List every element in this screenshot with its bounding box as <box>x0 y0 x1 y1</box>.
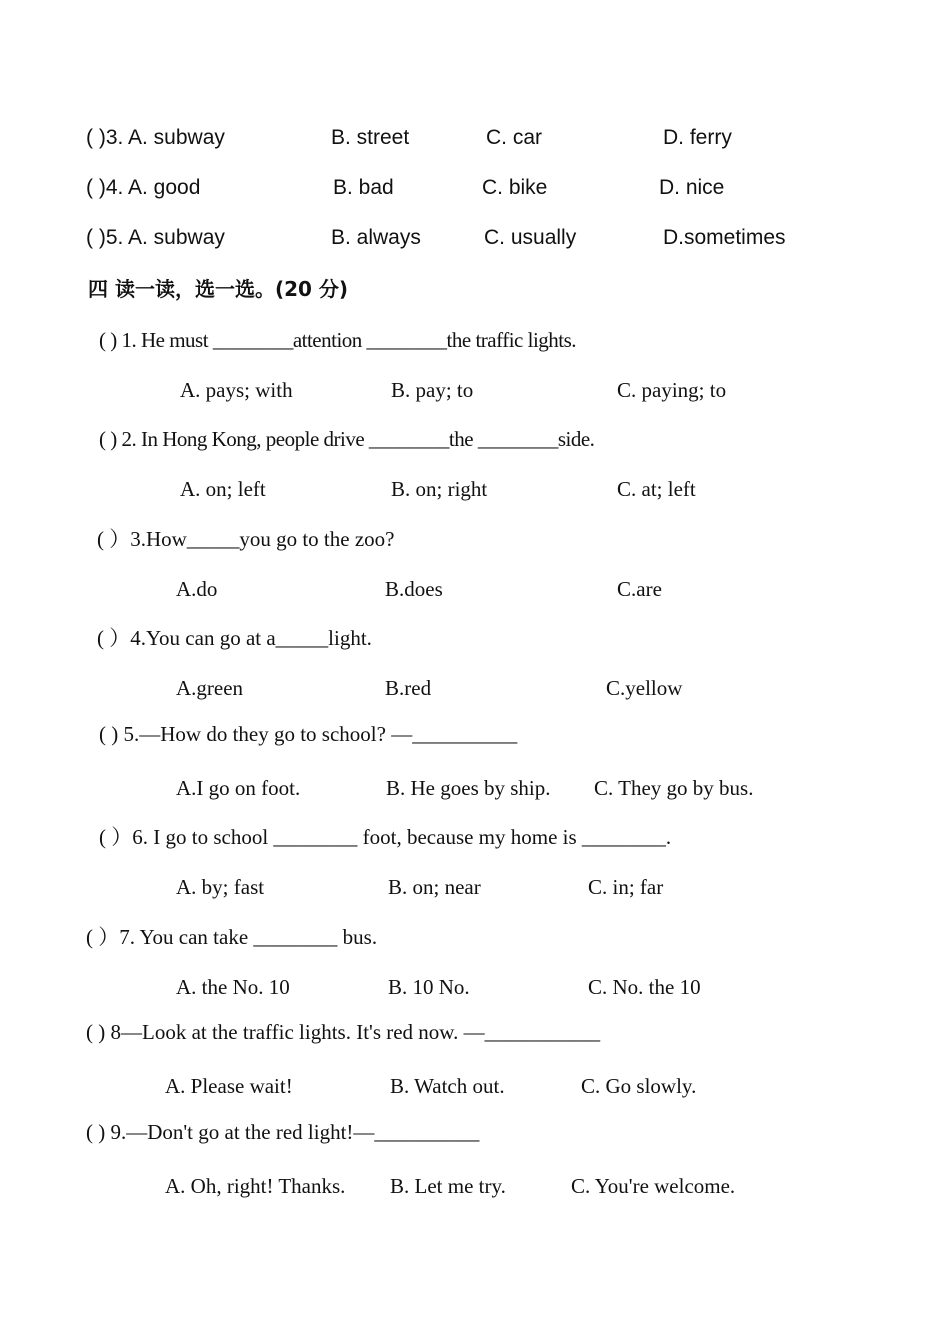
p4-q6-stem: ( ）6. I go to school ________ foot, because my home is ________. <box>99 825 672 849</box>
p4-q6-option-c: C. in; far <box>588 875 664 899</box>
p4-q1-stem: ( ) 1. He must ________attention ________the traffic lights. <box>99 328 577 352</box>
p4-q7-option-b: B. 10 No. <box>388 975 470 999</box>
p4-q7-stem: ( ）7. You can take ________ bus. <box>86 925 378 949</box>
p4-q8-option-c: C. Go slowly. <box>581 1074 697 1098</box>
p4-q3-option-c: C.are <box>617 577 662 601</box>
p4-q9-option-b: B. Let me try. <box>390 1174 506 1198</box>
p3-q5-option-c: C. usually <box>484 226 577 249</box>
p4-q2-stem: ( ) 2. In Hong Kong, people drive ________the ________side. <box>99 427 595 451</box>
p4-q9-stem: ( ) 9.—Don't go at the red light!—__________ <box>86 1120 480 1144</box>
p4-q8-option-b: B. Watch out. <box>390 1074 505 1098</box>
p3-q4-option-c: C. bike <box>482 176 548 199</box>
p4-q4-option-a: A.green <box>176 676 244 700</box>
p3-q4-stem: ( )4. A. good <box>86 176 201 199</box>
p4-q2-option-c: C. at; left <box>617 477 696 501</box>
p4-q6-option-a: A. by; fast <box>176 875 265 899</box>
section-heading: 四 读一读，选一选。(20 分) <box>88 277 349 301</box>
p4-q4-option-b: B.red <box>385 676 432 700</box>
p3-q5-option-b: B. always <box>331 226 421 249</box>
p3-q5-option-d: D.sometimes <box>663 226 786 249</box>
p4-q8-option-a: A. Please wait! <box>165 1074 293 1098</box>
p4-q5-stem: ( ) 5.—How do they go to school? —__________ <box>99 722 518 746</box>
p4-q4-stem: ( ）4.You can go at a_____light. <box>97 626 372 650</box>
p4-q3-stem: ( ）3.How_____you go to the zoo? <box>97 527 395 551</box>
p4-q7-option-a: A. the No. 10 <box>176 975 290 999</box>
p4-q1-option-a: A. pays; with <box>180 378 293 402</box>
p3-q3-option-d: D. ferry <box>663 126 732 149</box>
p3-q4-option-b: B. bad <box>333 176 394 199</box>
p4-q6-option-b: B. on; near <box>388 875 481 899</box>
p4-q7-option-c: C. No. the 10 <box>588 975 701 999</box>
p3-q3-option-b: B. street <box>331 126 410 149</box>
p4-q5-option-a: A.I go on foot. <box>176 776 301 800</box>
p3-q3-stem: ( )3. A. subway <box>86 126 225 149</box>
p4-q3-option-a: A.do <box>176 577 218 601</box>
p4-q1-option-c: C. paying; to <box>617 378 727 402</box>
p3-q5-stem: ( )5. A. subway <box>86 226 225 249</box>
p4-q2-option-a: A. on; left <box>180 477 266 501</box>
p3-q4-option-d: D. nice <box>659 176 725 199</box>
p4-q9-option-a: A. Oh, right! Thanks. <box>165 1174 346 1198</box>
p4-q5-option-b: B. He goes by ship. <box>386 776 551 800</box>
p4-q4-option-c: C.yellow <box>606 676 683 700</box>
p4-q1-option-b: B. pay; to <box>391 378 474 402</box>
p4-q9-option-c: C. You're welcome. <box>571 1174 736 1198</box>
p3-q3-option-c: C. car <box>486 126 543 149</box>
p4-q5-option-c: C. They go by bus. <box>594 776 754 800</box>
p4-q8-stem: ( ) 8—Look at the traffic lights. It's red now. —___________ <box>86 1020 601 1044</box>
p4-q3-option-b: B.does <box>385 577 443 601</box>
p4-q2-option-b: B. on; right <box>391 477 488 501</box>
